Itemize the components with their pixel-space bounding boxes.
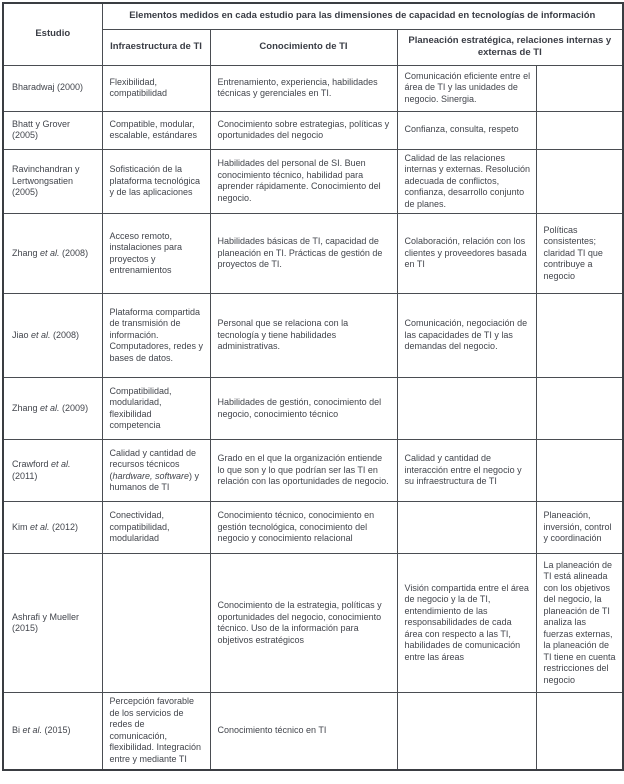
infraestructura-cell: Conectividad, compatibilidad, modularidad <box>102 502 210 554</box>
text-segment: Bi <box>12 725 23 735</box>
conocimiento-cell: Entrenamiento, experiencia, habilidades técnicas y gerenciales en TI. <box>210 65 397 111</box>
infraestructura-cell <box>102 554 210 693</box>
conocimiento-cell: Conocimiento de la estrategia, políticas y oportunidades del negocio, conocimiento técnico. Uso de la información para objetivos estratégicos <box>210 554 397 693</box>
study-cell <box>3 378 102 440</box>
infraestructura-cell: Acceso remoto, instalaciones para proyectos y entrenamientos <box>102 214 210 294</box>
italic-text: et al. <box>51 459 71 469</box>
infraestructura-cell: Percepción favorable de los servicios de redes de comunicación, flexibilidad. Integración entre y mediante TI <box>102 693 210 770</box>
infraestructura-cell <box>102 440 210 502</box>
study-cell: Bharadwaj (2000) <box>3 65 102 111</box>
planeacion-cell: Visión compartida entre el área de negocio y la de TI, entendimiento de las responsabilidades de cada área con respecto a las TI, habilidades de comunicación entre las áreas <box>397 554 536 693</box>
study-cell: Ashrafi y Mueller (2015) <box>3 554 102 693</box>
conocimiento-cell: Habilidades de gestión, conocimiento del negocio, conocimiento técnico <box>210 378 397 440</box>
text-segment: (2008) <box>59 247 89 258</box>
header-conocimiento: Conocimiento de TI <box>210 29 397 65</box>
infraestructura-cell: Compatibilidad, modularidad, flexibilidad competencia <box>102 378 210 440</box>
planeacion-cell: Calidad y cantidad de interacción entre el negocio y su infraestructura de TI <box>397 440 536 502</box>
conocimiento-cell: Habilidades del personal de SI. Buen conocimiento técnico, habilidad para aprender rápidamente. Conocimiento del negocio. <box>210 149 397 214</box>
study-cell <box>3 440 102 502</box>
table-row <box>3 149 623 214</box>
extra-cell: Planeación, inversión, control y coordinación <box>536 502 623 554</box>
header-estudio: Estudio <box>3 3 102 65</box>
text-segment: Crawford <box>12 459 52 469</box>
text-segment: ) y humanos de TI <box>109 470 200 492</box>
study-cell: Bhatt y Grover (2005) <box>3 111 102 149</box>
conocimiento-cell: Conocimiento técnico en TI <box>210 693 397 770</box>
text-segment: (2011) <box>12 470 38 481</box>
extra-cell <box>536 111 623 149</box>
header-row-top <box>3 3 623 29</box>
infraestructura-cell: Sofisticación de la plataforma tecnológica y de las aplicaciones <box>102 149 210 214</box>
extra-cell <box>536 378 623 440</box>
conocimiento-cell: Habilidades básicas de TI, capacidad de planeación en TI. Prácticas de gestión de proyectos de TI. <box>210 214 397 294</box>
planeacion-cell <box>397 502 536 554</box>
table-row <box>3 502 623 554</box>
infraestructura-cell: Flexibilidad, compatibilidad <box>102 65 210 111</box>
italic-text: et al. <box>40 247 60 258</box>
study-cell: Ravinchandran y Lertwongsatien (2005) <box>3 149 102 214</box>
italic-text: et al. <box>22 725 43 735</box>
extra-cell <box>536 294 623 378</box>
italic-text: et al. <box>40 402 60 413</box>
text-segment: (2012) <box>49 521 79 532</box>
table-row <box>3 378 623 440</box>
infraestructura-cell: Plataforma compartida de transmisión de información. Computadores, redes y bases de datos. <box>102 294 210 378</box>
study-cell <box>3 693 102 770</box>
text-segment: (2015) <box>42 725 71 735</box>
planeacion-cell: Comunicación, negociación de las capacidades de TI y las demandas del negocio. <box>397 294 536 378</box>
extra-cell <box>536 693 623 770</box>
table-header <box>3 3 623 65</box>
infraestructura-cell: Compatible, modular, escalable, estándares <box>102 111 210 149</box>
study-elements-table <box>2 2 624 771</box>
text-segment: (2008) <box>50 329 80 340</box>
planeacion-cell: Colaboración, relación con los clientes y proveedores basada en TI <box>397 214 536 294</box>
planeacion-cell <box>397 378 536 440</box>
extra-cell <box>536 149 623 214</box>
table-row <box>3 440 623 502</box>
table-row <box>3 65 623 111</box>
text-segment: Jiao <box>12 329 32 340</box>
table-row <box>3 214 623 294</box>
study-cell <box>3 214 102 294</box>
extra-cell <box>536 440 623 502</box>
conocimiento-cell: Conocimiento sobre estrategias, políticas y oportunidades del negocio <box>210 111 397 149</box>
italic-text: et al. <box>30 521 50 532</box>
planeacion-cell: Calidad de las relaciones internas y externas. Resolución adecuada de conflictos, confianza, desarrollo conjunto de planes. <box>397 149 536 214</box>
text-segment: Kim <box>12 521 30 532</box>
extra-cell: La planeación de TI está alineada con los objetivos del negocio, la planeación de TI analiza las fuerzas externas, la planeación de TI tiene en cuenta restricciones del negocio <box>536 554 623 693</box>
text-segment: Calidad y cantidad de recursos técnicos ( <box>109 447 197 481</box>
text-segment: (2009) <box>59 402 89 413</box>
planeacion-cell <box>397 693 536 770</box>
header-span-title: Elementos medidos en cada estudio para las dimensiones de capacidad en tecnologías de información <box>102 3 623 29</box>
italic-text: hardware, software <box>112 470 190 481</box>
study-cell <box>3 294 102 378</box>
header-infraestructura: Infraestructura de TI <box>102 29 210 65</box>
table-body <box>3 65 623 770</box>
conocimiento-cell: Grado en el que la organización entiende lo que son y lo que podrían ser las TI en relación con las oportunidades de negocio. <box>210 440 397 502</box>
conocimiento-cell: Conocimiento técnico, conocimiento en gestión tecnológica, conocimiento del negocio y conocimiento relacional <box>210 502 397 554</box>
text-segment: Zhang <box>12 402 41 413</box>
table-row <box>3 554 623 693</box>
table-row <box>3 294 623 378</box>
italic-text: et al. <box>31 329 51 340</box>
planeacion-cell: Comunicación eficiente entre el área de TI y las unidades de negocio. Sinergia. <box>397 65 536 111</box>
table-row <box>3 693 623 770</box>
study-cell <box>3 502 102 554</box>
conocimiento-cell: Personal que se relaciona con la tecnología y tiene habilidades administrativas. <box>210 294 397 378</box>
header-planeacion: Planeación estratégica, relaciones internas y externas de TI <box>397 29 623 65</box>
extra-cell: Políticas consistentes; claridad TI que contribuye a negocio <box>536 214 623 294</box>
extra-cell <box>536 65 623 111</box>
planeacion-cell: Confianza, consulta, respeto <box>397 111 536 149</box>
text-segment: Zhang <box>12 247 41 258</box>
table-row <box>3 111 623 149</box>
